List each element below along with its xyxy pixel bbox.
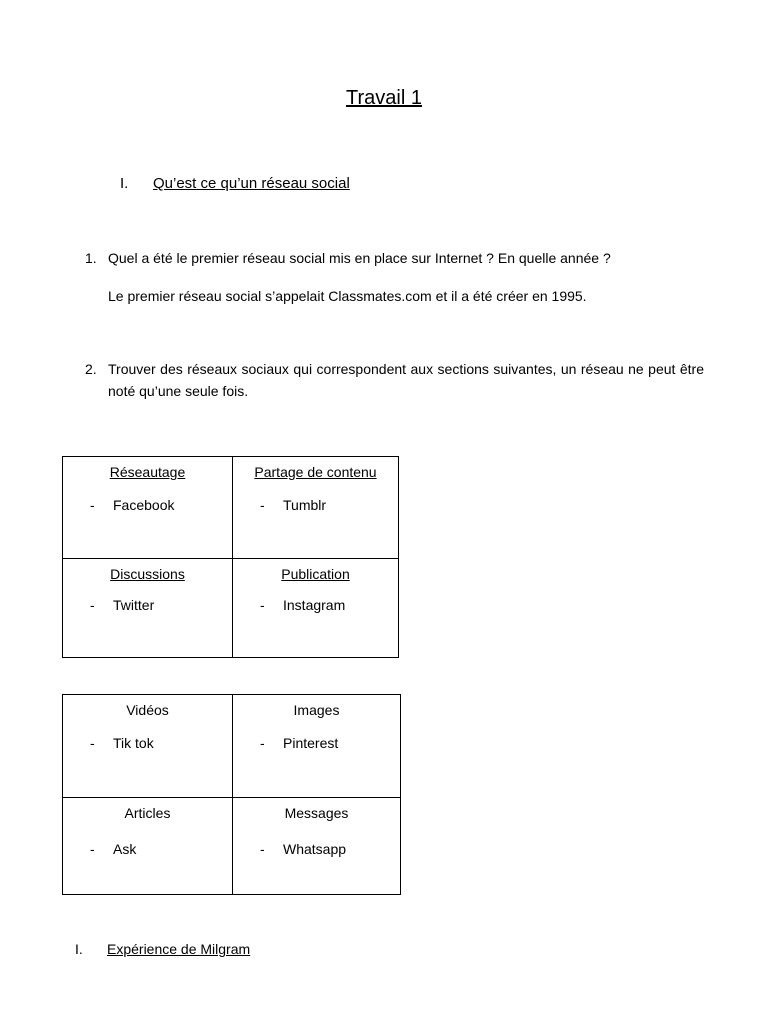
network-item: Whatsapp <box>283 841 347 857</box>
network-item: Pinterest <box>283 735 339 751</box>
network-item: Tumblr <box>283 497 327 513</box>
list-dash: - <box>90 735 95 751</box>
table-cell <box>233 559 399 658</box>
section-1-number: I. <box>120 175 129 192</box>
cell-heading: Partage de contenu <box>254 464 377 480</box>
table-cell <box>233 457 399 559</box>
list-dash: - <box>260 841 265 857</box>
networks-table-1 <box>62 456 399 658</box>
question-2-number: 2. <box>85 361 97 377</box>
table-cell <box>233 798 401 895</box>
network-item: Facebook <box>113 497 175 513</box>
list-dash: - <box>90 497 95 513</box>
list-dash: - <box>260 497 265 513</box>
section-2-number: I. <box>75 941 83 957</box>
table-cell <box>233 695 401 798</box>
network-item: Ask <box>113 841 137 857</box>
page-title: Travail 1 <box>346 87 422 109</box>
list-dash: - <box>260 597 265 613</box>
question-1-number: 1. <box>85 250 97 266</box>
list-dash: - <box>90 597 95 613</box>
cell-heading: Réseautage <box>109 464 186 480</box>
cell-heading: Images <box>293 702 340 718</box>
section-2-heading: Expérience de Milgram <box>107 941 251 957</box>
list-dash: - <box>260 735 265 751</box>
networks-table-2 <box>62 694 401 895</box>
network-item: Twitter <box>113 597 155 613</box>
section-1-heading: Qu’est ce qu’un réseau social <box>153 175 350 192</box>
question-2-text: Trouver des réseaux sociaux qui correspondent aux sections suivantes, un réseau ne peut être noté qu’une seule fois. <box>108 361 704 399</box>
cell-heading: Publication <box>281 566 350 582</box>
table-cell <box>63 695 233 798</box>
network-item: Tik tok <box>113 735 154 751</box>
network-item: Instagram <box>283 597 346 613</box>
question-1-answer: Le premier réseau social s’appelait Classmates.com et il a été créer en 1995. <box>108 288 587 304</box>
list-dash: - <box>90 841 95 857</box>
table-cell <box>63 559 233 658</box>
cell-heading: Messages <box>284 805 349 821</box>
cell-heading: Articles <box>124 805 171 821</box>
cell-heading: Vidéos <box>126 702 169 718</box>
table-cell <box>63 457 233 559</box>
table-cell <box>63 798 233 895</box>
question-1-text: Quel a été le premier réseau social mis en place sur Internet ? En quelle année ? <box>108 250 611 266</box>
cell-heading: Discussions <box>110 566 185 582</box>
